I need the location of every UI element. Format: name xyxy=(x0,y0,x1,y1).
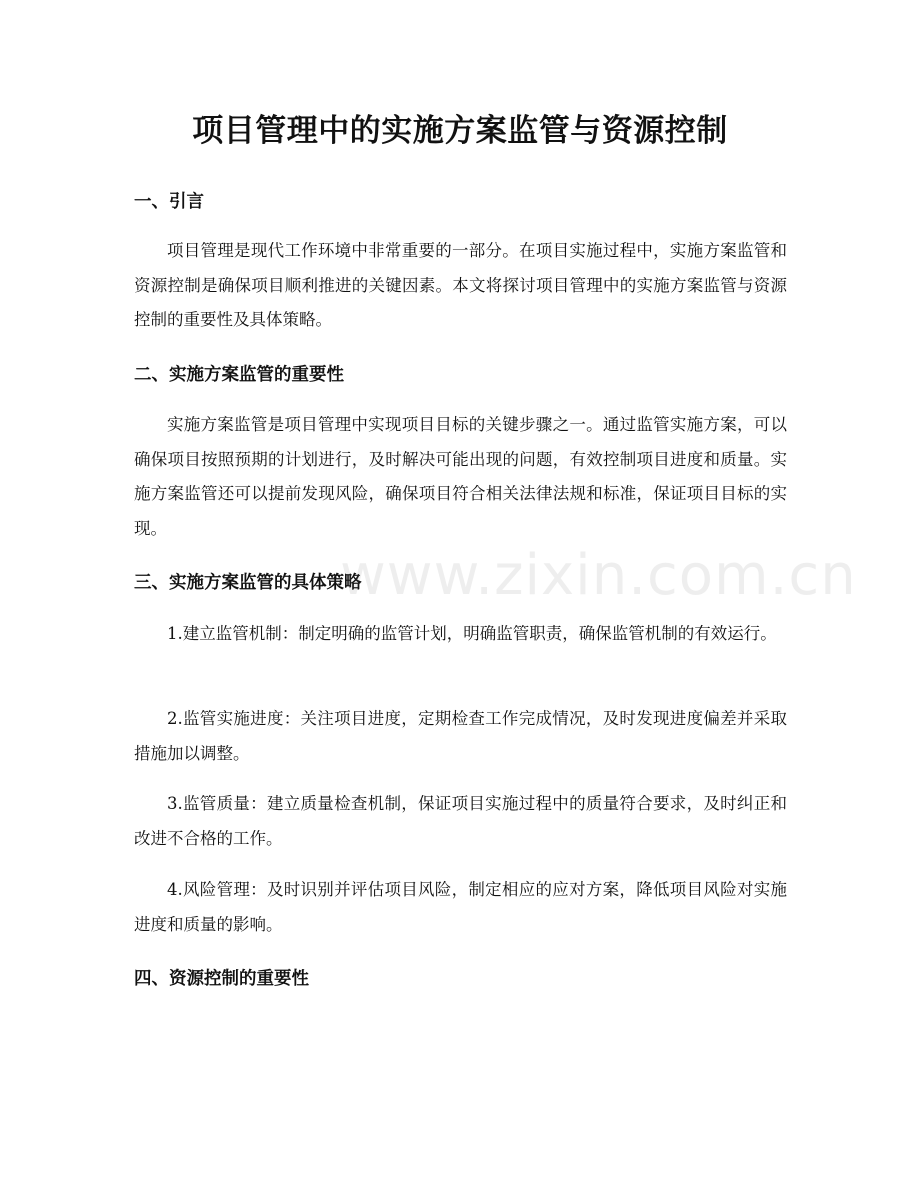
section-heading-supervision-strategies: 三、实施方案监管的具体策略 xyxy=(134,573,362,593)
watermark: www.zixin.com.cn xyxy=(340,543,857,608)
strategy-item: 2.监管实施进度：关注项目进度，定期检查工作完成情况，及时发现进度偏差并采取措施加以调整。 xyxy=(134,709,787,763)
strategy-item: 3.监管质量：建立质量检查机制，保证项目实施过程中的质量符合要求，及时纠正和改进不合格的工作。 xyxy=(134,794,787,848)
document-title: 项目管理中的实施方案监管与资源控制 xyxy=(192,113,728,149)
section-heading-supervision-importance: 二、实施方案监管的重要性 xyxy=(134,365,344,385)
section-paragraph: 实施方案监管是项目管理中实现项目目标的关键步骤之一。通过监管实施方案，可以确保项目按照预期的计划进行，及时解决可能出现的问题，有效控制项目进度和质量。实施方案监管还可以提前发现风险，确保项目符合相关法律法规和标准，保证项目目标的实现。 xyxy=(134,415,787,538)
strategy-item: 1.建立监管机制：制定明确的监管计划，明确监管职责，确保监管机制的有效运行。 xyxy=(167,624,777,643)
section-paragraph: 项目管理是现代工作环境中非常重要的一部分。在项目实施过程中，实施方案监管和资源控制是确保项目顺利推进的关键因素。本文将探讨项目管理中的实施方案监管与资源控制的重要性及具体策略。 xyxy=(134,241,787,329)
strategy-item: 4.风险管理：及时识别并评估项目风险，制定相应的应对方案，降低项目风险对实施进度和质量的影响。 xyxy=(134,880,787,934)
section-heading-resource-importance: 四、资源控制的重要性 xyxy=(134,969,309,989)
section-heading-introduction: 一、引言 xyxy=(134,192,204,212)
